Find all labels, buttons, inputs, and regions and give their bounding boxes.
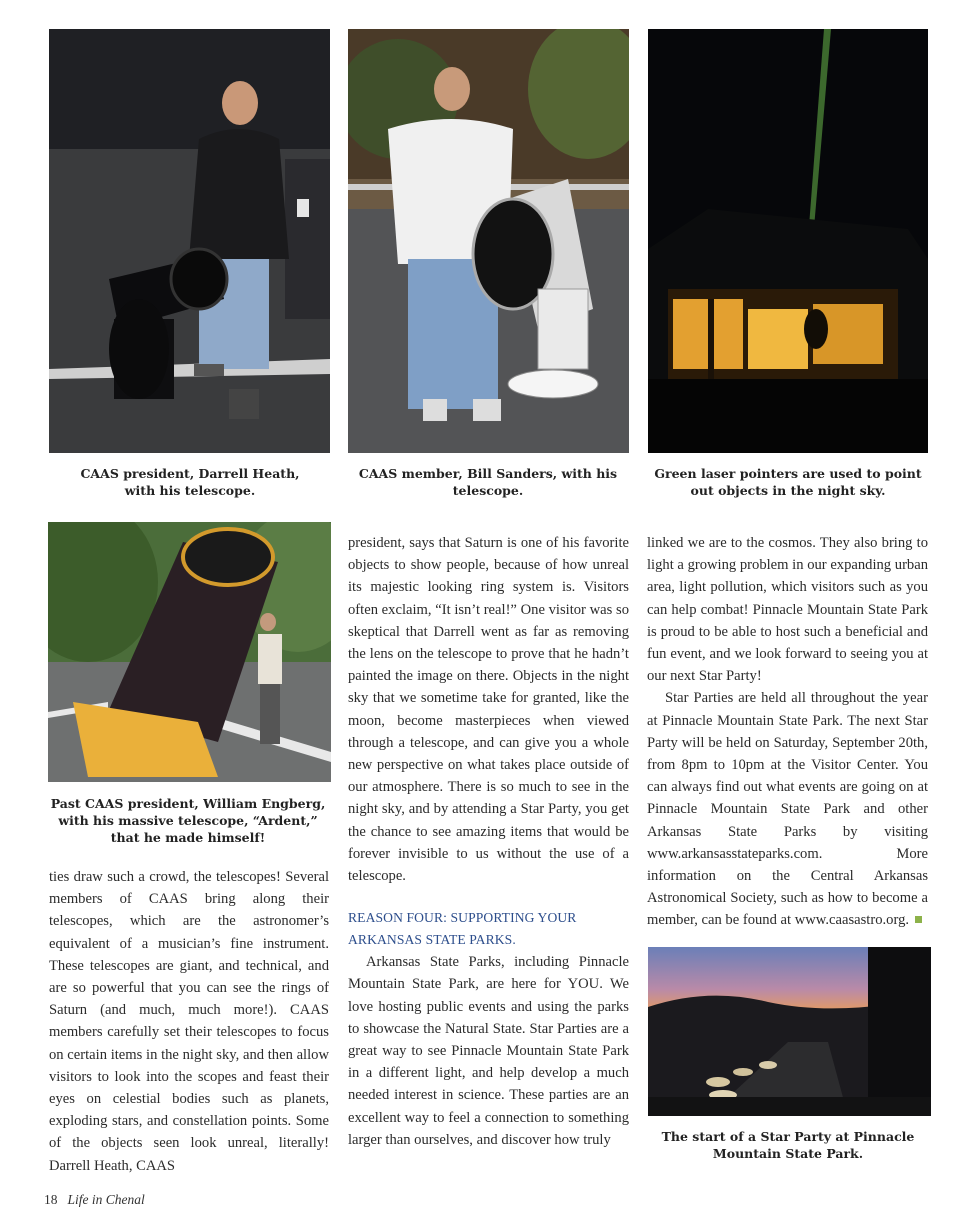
col3-paragraph-2 [647, 687, 928, 931]
photo-william-engberg [48, 522, 331, 782]
caption-bill: CAAS member, Bill Sanders, with his telescope. [358, 466, 618, 498]
page-footer [44, 1192, 145, 1208]
col3-paragraph-2-text: Star Parties are held all throughout the year at Pinnacle Mountain State Park. The next Star Party will be held on Saturday, September 20th, from 8pm to 10pm at the Visitor Center. You can always find out what events are going on at Pinnacle Mountain State Park and other Arkansas State Parks by visiting www.arkansasstateparks.com. More information on the Central Arkansas Astronomical Society, such as how to become a member, can be found at www.caasastro.org. [647, 690, 928, 929]
article-column-1 [49, 866, 329, 1177]
photo-bill-sanders [348, 29, 629, 453]
caption-laser: Green laser pointers are used to point out objects in the night sky. [654, 466, 922, 498]
col2-paragraph-2: Arkansas State Parks, including Pinnacle Mountain State Park, are here for YOU. We love hosting public events and using the parks to showcase the Natural State. Star Parties are a great way to see Pinnacle Mountain State Park in a different light, and help develop a much needed interest in science. These parties are an excellent way to feel a connection to something larger than ourselves, and discover how truly [348, 954, 629, 1148]
end-of-article-icon [915, 916, 922, 923]
photo-green-laser [648, 29, 928, 453]
caption-darrell: CAAS president, Darrell Heath, with his telescope. [80, 466, 300, 498]
article-column-3 [647, 532, 928, 932]
col2-paragraph-1: president, says that Saturn is one of his favorite objects to show people, because of how unreal its majestic looking ring system is. Visitors often exclaim, “It isn’t real!” One visitor was so skeptical that Darrell went as far as removing the lens on the telescope to prove that he hadn’t painted the image on there. Objects in the night sky that we sometime take for granted, like the moon, become masterpieces when viewed through a telescope, and can give you a whole new perspective on what takes place outside of our atmosphere. There is so much to see in the night sky, and by attending a Star Party, you get the chance to see amazing items that would be forever invisible to us without the use of a telescope. [348, 535, 629, 885]
photo-darrell-heath [49, 29, 330, 453]
caption-engberg: Past CAAS president, William Engberg, with his massive telescope, “Ardent,” that he made himself! [50, 796, 326, 845]
article-column-2 [348, 532, 629, 1151]
photo-star-party-sunset [648, 947, 931, 1116]
caption-sunset: The start of a Star Party at Pinnacle Mountain State Park. [661, 1129, 915, 1161]
section-heading: REASON FOUR: SUPPORTING YOUR ARKANSAS STATE PARKS. [348, 910, 577, 948]
col1-paragraph: ties draw such a crowd, the telescopes! Several members of CAAS bring along their telescopes, which are the astronomer’s equivalent of a musician’s fine instrument. These telescopes are giant, and technical, and are so powerful that you can see the rings of Saturn (and much, much more!). CAAS members carefully set their telescopes to focus on certain items in the night sky, and then allow visitors to look into the scopes and feast their eyes on celestial bodies such as planets, exploding stars, and constellation points. Some of the objects seen look unreal, literally! Darrell Heath, CAAS [49, 869, 329, 1174]
col3-paragraph-1: linked we are to the cosmos. They also bring to light a growing problem in our expanding urban area, light pollution, which visitors such as you can help combat! Pinnacle Mountain State Park is proud to be able to host such a beneficial and fun event, and we look forward to seeing you at our next Star Party! [647, 535, 928, 685]
page-number: 18 [44, 1192, 58, 1207]
magazine-name: Life in Chenal [67, 1192, 145, 1207]
